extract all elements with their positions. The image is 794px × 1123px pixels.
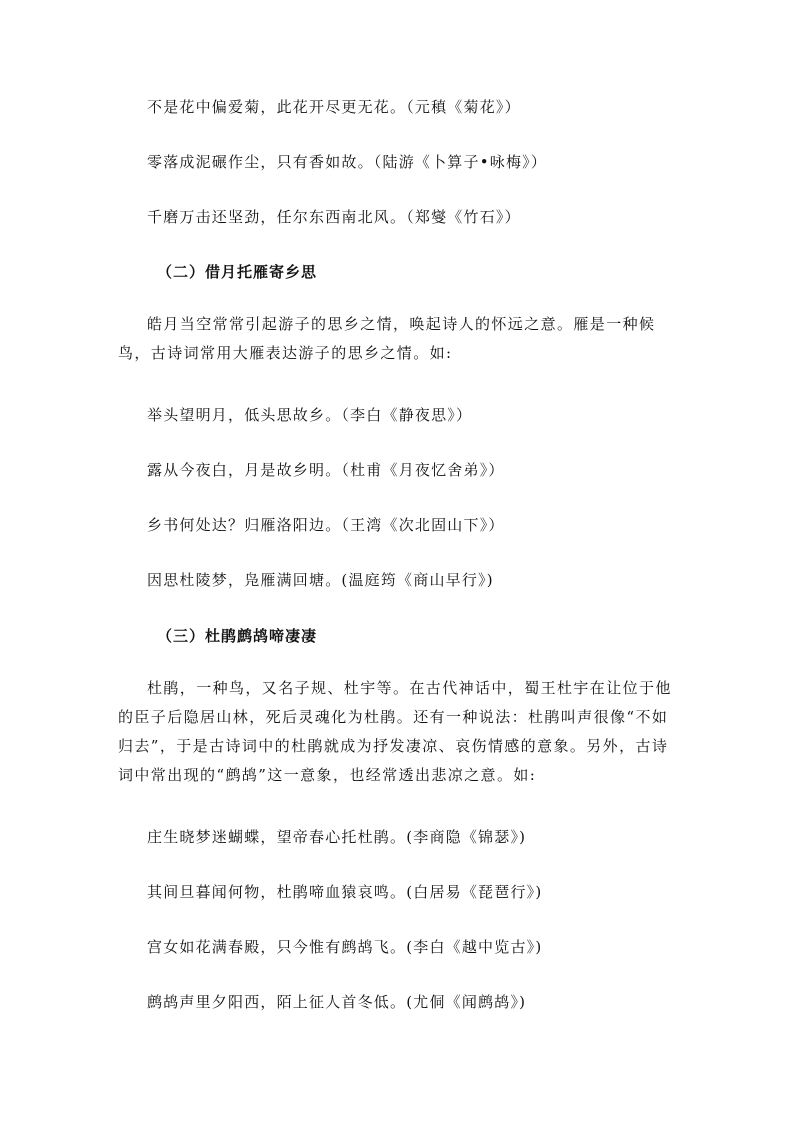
quote-line: 乡书何处达？归雁洛阳边。（王湾《次北固山下》） [147, 516, 505, 534]
quote-line: 庄生晓梦迷蝴蝶，望帝春心托杜鹃。(李商隐《锦瑟》) [147, 828, 527, 846]
paragraph-text: 皓月当空常常引起游子的思乡之情，唤起诗人的怀远之意。雁是一种候鸟，古诗词常用大雁表达游子的思乡之情。如: [118, 315, 656, 362]
quote-line: 千磨万击还坚劲，任尔东西南北风。（郑燮《竹石》） [147, 208, 521, 226]
quote-line: 鹧鸪声里夕阳西，陌上征人首冬低。(尤侗《闻鹧鸪》) [147, 993, 527, 1011]
paragraph-text: 杜鹃，一种鸟，又名子规、杜宇等。在古代神话中，蜀王杜宇在让位于他的臣子后隐居山林，死后灵魂化为杜鹃。还有一种说法：杜鹃叫声很像“不如归去”，于是古诗词中的杜鹃就成为抒发凄凉、哀伤情感的意象。另外，古诗词中常出现的“鹧鸪”这一意象，也经常透出悲凉之意。如: [118, 679, 672, 784]
quote-line: 因思杜陵梦，凫雁满回塘。(温庭筠《商山早行》) [147, 571, 494, 589]
quote-line: 举头望明月，低头思故乡。（李白《静夜思》） [147, 406, 473, 424]
quote-line: 宫女如花满春殿，只今惟有鹧鸪飞。(李白《越中览古》) [147, 938, 543, 956]
quote-line: 其间旦暮闻何物，杜鹃啼血猿哀鸣。(白居易《琵琶行》) [147, 883, 543, 901]
section-heading: （三）杜鹃鹧鸪啼凄凄 [157, 627, 318, 645]
section-heading: （二）借月托雁寄乡思 [157, 263, 318, 281]
quote-line: 露从今夜白，月是故乡明。（杜甫《月夜忆舍弟》） [147, 461, 505, 479]
quote-line: 不是花中偏爱菊，此花开尽更无花。（元稹《菊花》） [147, 98, 521, 116]
body-paragraph [118, 310, 678, 368]
body-paragraph [118, 674, 678, 790]
quote-line: 零落成泥碾作尘，只有香如故。（陆游《卜算子•咏梅》） [147, 153, 548, 171]
